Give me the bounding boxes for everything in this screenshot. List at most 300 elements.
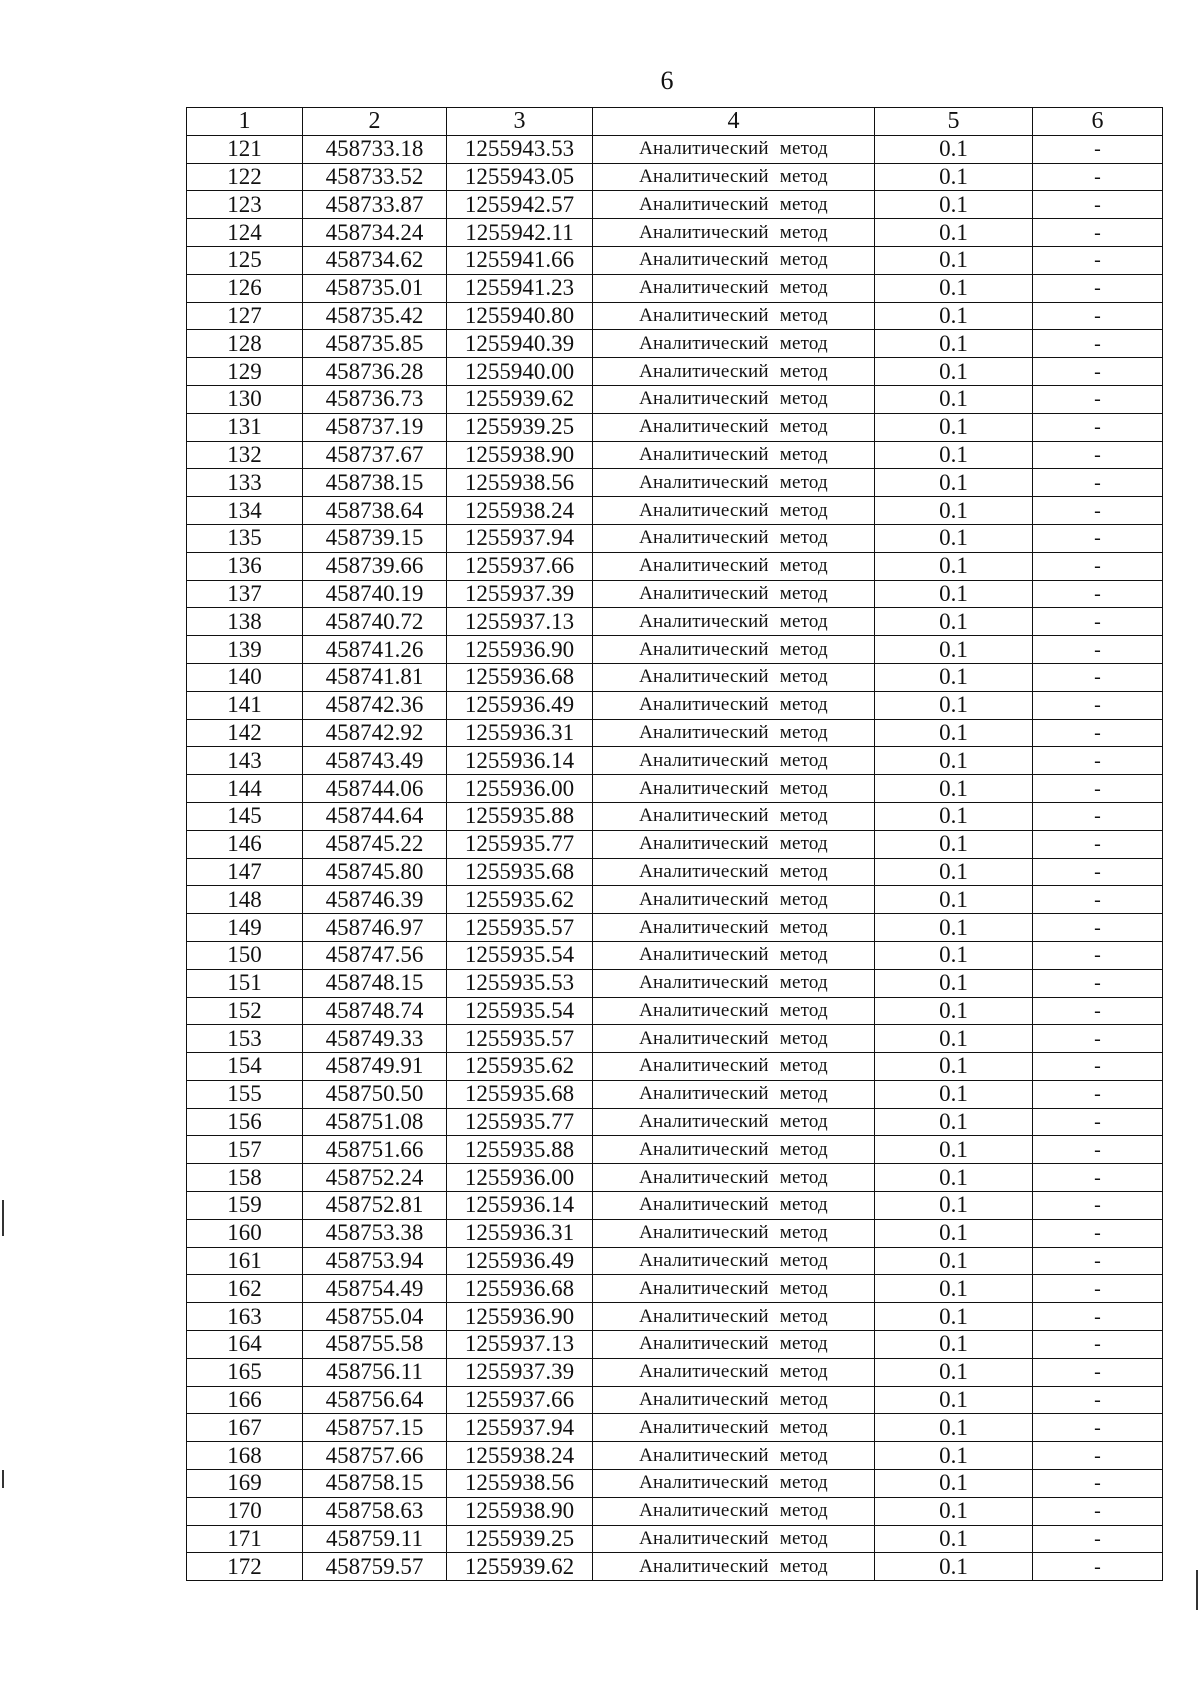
y-coordinate-cell: 1255938.56 xyxy=(447,469,593,497)
method-cell: Аналитический метод xyxy=(593,1358,875,1386)
note-cell: - xyxy=(1033,663,1163,691)
y-coordinate-cell: 1255935.88 xyxy=(447,1136,593,1164)
accuracy-cell: 0.1 xyxy=(875,1219,1033,1247)
y-coordinate-cell: 1255938.90 xyxy=(447,441,593,469)
note-cell: - xyxy=(1033,1553,1163,1581)
x-coordinate-cell: 458758.63 xyxy=(303,1497,447,1525)
y-coordinate-cell: 1255941.23 xyxy=(447,274,593,302)
x-coordinate-cell: 458739.15 xyxy=(303,524,447,552)
y-coordinate-cell: 1255937.39 xyxy=(447,1358,593,1386)
x-coordinate-cell: 458748.15 xyxy=(303,969,447,997)
x-coordinate-cell: 458734.24 xyxy=(303,219,447,247)
method-cell: Аналитический метод xyxy=(593,1275,875,1303)
note-cell: - xyxy=(1033,830,1163,858)
method-cell: Аналитический метод xyxy=(593,663,875,691)
point-number-cell: 143 xyxy=(187,747,303,775)
accuracy-cell: 0.1 xyxy=(875,441,1033,469)
table-row xyxy=(187,274,1163,302)
point-number-cell: 162 xyxy=(187,1275,303,1303)
method-cell: Аналитический метод xyxy=(593,969,875,997)
column-header-4: 4 xyxy=(593,108,875,136)
table-row xyxy=(187,1136,1163,1164)
table-row xyxy=(187,330,1163,358)
point-number-cell: 155 xyxy=(187,1080,303,1108)
y-coordinate-cell: 1255936.49 xyxy=(447,1247,593,1275)
accuracy-cell: 0.1 xyxy=(875,969,1033,997)
accuracy-cell: 0.1 xyxy=(875,997,1033,1025)
point-number-cell: 131 xyxy=(187,413,303,441)
note-cell: - xyxy=(1033,1331,1163,1359)
x-coordinate-cell: 458757.15 xyxy=(303,1414,447,1442)
note-cell: - xyxy=(1033,1470,1163,1498)
x-coordinate-cell: 458753.94 xyxy=(303,1247,447,1275)
method-cell: Аналитический метод xyxy=(593,747,875,775)
scan-artifact-left-lower xyxy=(2,1470,4,1488)
note-cell: - xyxy=(1033,802,1163,830)
note-cell: - xyxy=(1033,691,1163,719)
point-number-cell: 139 xyxy=(187,636,303,664)
x-coordinate-cell: 458745.80 xyxy=(303,858,447,886)
table-row xyxy=(187,1414,1163,1442)
note-cell: - xyxy=(1033,358,1163,386)
table-row xyxy=(187,385,1163,413)
header-row xyxy=(187,108,1163,136)
x-coordinate-cell: 458743.49 xyxy=(303,747,447,775)
point-number-cell: 146 xyxy=(187,830,303,858)
accuracy-cell: 0.1 xyxy=(875,1080,1033,1108)
x-coordinate-cell: 458747.56 xyxy=(303,941,447,969)
table-row xyxy=(187,747,1163,775)
y-coordinate-cell: 1255936.49 xyxy=(447,691,593,719)
y-coordinate-cell: 1255937.66 xyxy=(447,552,593,580)
accuracy-cell: 0.1 xyxy=(875,246,1033,274)
method-cell: Аналитический метод xyxy=(593,163,875,191)
accuracy-cell: 0.1 xyxy=(875,1442,1033,1470)
y-coordinate-cell: 1255936.14 xyxy=(447,747,593,775)
y-coordinate-cell: 1255940.80 xyxy=(447,302,593,330)
x-coordinate-cell: 458738.64 xyxy=(303,497,447,525)
point-number-cell: 171 xyxy=(187,1525,303,1553)
y-coordinate-cell: 1255936.31 xyxy=(447,719,593,747)
y-coordinate-cell: 1255938.56 xyxy=(447,1470,593,1498)
table-row xyxy=(187,1275,1163,1303)
x-coordinate-cell: 458740.72 xyxy=(303,608,447,636)
note-cell: - xyxy=(1033,1025,1163,1053)
note-cell: - xyxy=(1033,1525,1163,1553)
note-cell: - xyxy=(1033,497,1163,525)
point-number-cell: 138 xyxy=(187,608,303,636)
x-coordinate-cell: 458753.38 xyxy=(303,1219,447,1247)
point-number-cell: 165 xyxy=(187,1358,303,1386)
note-cell: - xyxy=(1033,552,1163,580)
method-cell: Аналитический метод xyxy=(593,1497,875,1525)
accuracy-cell: 0.1 xyxy=(875,1497,1033,1525)
y-coordinate-cell: 1255943.05 xyxy=(447,163,593,191)
x-coordinate-cell: 458752.81 xyxy=(303,1192,447,1220)
table-row xyxy=(187,636,1163,664)
table-row xyxy=(187,1025,1163,1053)
table-row xyxy=(187,858,1163,886)
method-cell: Аналитический метод xyxy=(593,802,875,830)
point-number-cell: 137 xyxy=(187,580,303,608)
point-number-cell: 153 xyxy=(187,1025,303,1053)
table-row xyxy=(187,1080,1163,1108)
y-coordinate-cell: 1255935.57 xyxy=(447,914,593,942)
table-row xyxy=(187,1386,1163,1414)
y-coordinate-cell: 1255935.62 xyxy=(447,1053,593,1081)
table-row xyxy=(187,663,1163,691)
accuracy-cell: 0.1 xyxy=(875,1553,1033,1581)
y-coordinate-cell: 1255935.54 xyxy=(447,997,593,1025)
method-cell: Аналитический метод xyxy=(593,330,875,358)
method-cell: Аналитический метод xyxy=(593,580,875,608)
coordinates-table xyxy=(186,107,1163,1581)
table-row xyxy=(187,246,1163,274)
method-cell: Аналитический метод xyxy=(593,636,875,664)
scan-artifact-right xyxy=(1196,1570,1198,1610)
x-coordinate-cell: 458737.19 xyxy=(303,413,447,441)
accuracy-cell: 0.1 xyxy=(875,636,1033,664)
method-cell: Аналитический метод xyxy=(593,552,875,580)
accuracy-cell: 0.1 xyxy=(875,274,1033,302)
x-coordinate-cell: 458733.87 xyxy=(303,191,447,219)
x-coordinate-cell: 458742.36 xyxy=(303,691,447,719)
note-cell: - xyxy=(1033,191,1163,219)
x-coordinate-cell: 458746.97 xyxy=(303,914,447,942)
y-coordinate-cell: 1255935.77 xyxy=(447,1108,593,1136)
note-cell: - xyxy=(1033,1164,1163,1192)
accuracy-cell: 0.1 xyxy=(875,1358,1033,1386)
x-coordinate-cell: 458744.06 xyxy=(303,775,447,803)
point-number-cell: 130 xyxy=(187,385,303,413)
x-coordinate-cell: 458735.42 xyxy=(303,302,447,330)
table-row xyxy=(187,1247,1163,1275)
x-coordinate-cell: 458740.19 xyxy=(303,580,447,608)
x-coordinate-cell: 458757.66 xyxy=(303,1442,447,1470)
y-coordinate-cell: 1255936.00 xyxy=(447,775,593,803)
method-cell: Аналитический метод xyxy=(593,858,875,886)
point-number-cell: 167 xyxy=(187,1414,303,1442)
point-number-cell: 154 xyxy=(187,1053,303,1081)
accuracy-cell: 0.1 xyxy=(875,941,1033,969)
point-number-cell: 142 xyxy=(187,719,303,747)
y-coordinate-cell: 1255936.00 xyxy=(447,1164,593,1192)
note-cell: - xyxy=(1033,135,1163,163)
x-coordinate-cell: 458754.49 xyxy=(303,1275,447,1303)
point-number-cell: 125 xyxy=(187,246,303,274)
method-cell: Аналитический метод xyxy=(593,1553,875,1581)
method-cell: Аналитический метод xyxy=(593,1025,875,1053)
method-cell: Аналитический метод xyxy=(593,1164,875,1192)
accuracy-cell: 0.1 xyxy=(875,608,1033,636)
table-row xyxy=(187,441,1163,469)
y-coordinate-cell: 1255935.53 xyxy=(447,969,593,997)
point-number-cell: 164 xyxy=(187,1331,303,1359)
table-row xyxy=(187,1303,1163,1331)
table-row xyxy=(187,219,1163,247)
note-cell: - xyxy=(1033,385,1163,413)
note-cell: - xyxy=(1033,941,1163,969)
point-number-cell: 159 xyxy=(187,1192,303,1220)
y-coordinate-cell: 1255940.39 xyxy=(447,330,593,358)
note-cell: - xyxy=(1033,1303,1163,1331)
note-cell: - xyxy=(1033,1497,1163,1525)
point-number-cell: 141 xyxy=(187,691,303,719)
x-coordinate-cell: 458737.67 xyxy=(303,441,447,469)
point-number-cell: 123 xyxy=(187,191,303,219)
y-coordinate-cell: 1255935.88 xyxy=(447,802,593,830)
table-row xyxy=(187,497,1163,525)
point-number-cell: 152 xyxy=(187,997,303,1025)
x-coordinate-cell: 458733.18 xyxy=(303,135,447,163)
x-coordinate-cell: 458755.58 xyxy=(303,1331,447,1359)
x-coordinate-cell: 458738.15 xyxy=(303,469,447,497)
y-coordinate-cell: 1255938.90 xyxy=(447,1497,593,1525)
accuracy-cell: 0.1 xyxy=(875,747,1033,775)
table-row xyxy=(187,1553,1163,1581)
note-cell: - xyxy=(1033,608,1163,636)
method-cell: Аналитический метод xyxy=(593,914,875,942)
table-row xyxy=(187,552,1163,580)
note-cell: - xyxy=(1033,1414,1163,1442)
table-row xyxy=(187,1358,1163,1386)
table-row xyxy=(187,941,1163,969)
method-cell: Аналитический метод xyxy=(593,135,875,163)
y-coordinate-cell: 1255937.94 xyxy=(447,1414,593,1442)
table-row xyxy=(187,1442,1163,1470)
method-cell: Аналитический метод xyxy=(593,1414,875,1442)
table-row xyxy=(187,1164,1163,1192)
note-cell: - xyxy=(1033,330,1163,358)
accuracy-cell: 0.1 xyxy=(875,1192,1033,1220)
x-coordinate-cell: 458736.28 xyxy=(303,358,447,386)
y-coordinate-cell: 1255941.66 xyxy=(447,246,593,274)
table-row xyxy=(187,1219,1163,1247)
column-header-1: 1 xyxy=(187,108,303,136)
accuracy-cell: 0.1 xyxy=(875,1414,1033,1442)
table-header xyxy=(187,108,1163,136)
note-cell: - xyxy=(1033,858,1163,886)
note-cell: - xyxy=(1033,969,1163,997)
method-cell: Аналитический метод xyxy=(593,413,875,441)
point-number-cell: 135 xyxy=(187,524,303,552)
note-cell: - xyxy=(1033,1358,1163,1386)
y-coordinate-cell: 1255938.24 xyxy=(447,497,593,525)
y-coordinate-cell: 1255939.62 xyxy=(447,1553,593,1581)
column-header-6: 6 xyxy=(1033,108,1163,136)
accuracy-cell: 0.1 xyxy=(875,886,1033,914)
accuracy-cell: 0.1 xyxy=(875,802,1033,830)
y-coordinate-cell: 1255939.62 xyxy=(447,385,593,413)
y-coordinate-cell: 1255937.13 xyxy=(447,1331,593,1359)
point-number-cell: 129 xyxy=(187,358,303,386)
table-row xyxy=(187,830,1163,858)
accuracy-cell: 0.1 xyxy=(875,580,1033,608)
x-coordinate-cell: 458751.08 xyxy=(303,1108,447,1136)
note-cell: - xyxy=(1033,1108,1163,1136)
x-coordinate-cell: 458735.01 xyxy=(303,274,447,302)
accuracy-cell: 0.1 xyxy=(875,1053,1033,1081)
table-row xyxy=(187,1470,1163,1498)
note-cell: - xyxy=(1033,775,1163,803)
y-coordinate-cell: 1255935.68 xyxy=(447,1080,593,1108)
y-coordinate-cell: 1255937.94 xyxy=(447,524,593,552)
point-number-cell: 132 xyxy=(187,441,303,469)
y-coordinate-cell: 1255942.11 xyxy=(447,219,593,247)
point-number-cell: 122 xyxy=(187,163,303,191)
point-number-cell: 149 xyxy=(187,914,303,942)
table-row xyxy=(187,302,1163,330)
column-header-2: 2 xyxy=(303,108,447,136)
accuracy-cell: 0.1 xyxy=(875,497,1033,525)
table-row xyxy=(187,719,1163,747)
accuracy-cell: 0.1 xyxy=(875,914,1033,942)
point-number-cell: 136 xyxy=(187,552,303,580)
point-number-cell: 140 xyxy=(187,663,303,691)
method-cell: Аналитический метод xyxy=(593,1303,875,1331)
table-row xyxy=(187,691,1163,719)
accuracy-cell: 0.1 xyxy=(875,1331,1033,1359)
y-coordinate-cell: 1255935.62 xyxy=(447,886,593,914)
y-coordinate-cell: 1255936.68 xyxy=(447,663,593,691)
page-number: 6 xyxy=(660,66,674,95)
x-coordinate-cell: 458745.22 xyxy=(303,830,447,858)
accuracy-cell: 0.1 xyxy=(875,1386,1033,1414)
accuracy-cell: 0.1 xyxy=(875,358,1033,386)
table-row xyxy=(187,191,1163,219)
y-coordinate-cell: 1255936.14 xyxy=(447,1192,593,1220)
x-coordinate-cell: 458734.62 xyxy=(303,246,447,274)
table-row xyxy=(187,1053,1163,1081)
method-cell: Аналитический метод xyxy=(593,1442,875,1470)
y-coordinate-cell: 1255935.77 xyxy=(447,830,593,858)
note-cell: - xyxy=(1033,580,1163,608)
note-cell: - xyxy=(1033,246,1163,274)
accuracy-cell: 0.1 xyxy=(875,1025,1033,1053)
method-cell: Аналитический метод xyxy=(593,219,875,247)
method-cell: Аналитический метод xyxy=(593,469,875,497)
accuracy-cell: 0.1 xyxy=(875,163,1033,191)
y-coordinate-cell: 1255935.68 xyxy=(447,858,593,886)
point-number-cell: 151 xyxy=(187,969,303,997)
accuracy-cell: 0.1 xyxy=(875,302,1033,330)
method-cell: Аналитический метод xyxy=(593,691,875,719)
note-cell: - xyxy=(1033,441,1163,469)
accuracy-cell: 0.1 xyxy=(875,663,1033,691)
method-cell: Аналитический метод xyxy=(593,1247,875,1275)
note-cell: - xyxy=(1033,1275,1163,1303)
y-coordinate-cell: 1255935.57 xyxy=(447,1025,593,1053)
y-coordinate-cell: 1255938.24 xyxy=(447,1442,593,1470)
point-number-cell: 128 xyxy=(187,330,303,358)
note-cell: - xyxy=(1033,1386,1163,1414)
method-cell: Аналитический метод xyxy=(593,246,875,274)
point-number-cell: 126 xyxy=(187,274,303,302)
column-header-5: 5 xyxy=(875,108,1033,136)
method-cell: Аналитический метод xyxy=(593,1525,875,1553)
method-cell: Аналитический метод xyxy=(593,997,875,1025)
method-cell: Аналитический метод xyxy=(593,1080,875,1108)
point-number-cell: 134 xyxy=(187,497,303,525)
x-coordinate-cell: 458749.33 xyxy=(303,1025,447,1053)
y-coordinate-cell: 1255936.90 xyxy=(447,1303,593,1331)
method-cell: Аналитический метод xyxy=(593,302,875,330)
point-number-cell: 145 xyxy=(187,802,303,830)
note-cell: - xyxy=(1033,914,1163,942)
point-number-cell: 168 xyxy=(187,1442,303,1470)
x-coordinate-cell: 458744.64 xyxy=(303,802,447,830)
x-coordinate-cell: 458739.66 xyxy=(303,552,447,580)
note-cell: - xyxy=(1033,302,1163,330)
y-coordinate-cell: 1255937.66 xyxy=(447,1386,593,1414)
y-coordinate-cell: 1255940.00 xyxy=(447,358,593,386)
method-cell: Аналитический метод xyxy=(593,1470,875,1498)
table-row xyxy=(187,1108,1163,1136)
note-cell: - xyxy=(1033,219,1163,247)
x-coordinate-cell: 458751.66 xyxy=(303,1136,447,1164)
method-cell: Аналитический метод xyxy=(593,1053,875,1081)
method-cell: Аналитический метод xyxy=(593,274,875,302)
accuracy-cell: 0.1 xyxy=(875,135,1033,163)
point-number-cell: 156 xyxy=(187,1108,303,1136)
x-coordinate-cell: 458759.57 xyxy=(303,1553,447,1581)
method-cell: Аналитический метод xyxy=(593,775,875,803)
point-number-cell: 166 xyxy=(187,1386,303,1414)
point-number-cell: 163 xyxy=(187,1303,303,1331)
table-row xyxy=(187,413,1163,441)
method-cell: Аналитический метод xyxy=(593,497,875,525)
accuracy-cell: 0.1 xyxy=(875,719,1033,747)
point-number-cell: 172 xyxy=(187,1553,303,1581)
x-coordinate-cell: 458752.24 xyxy=(303,1164,447,1192)
accuracy-cell: 0.1 xyxy=(875,1247,1033,1275)
point-number-cell: 127 xyxy=(187,302,303,330)
accuracy-cell: 0.1 xyxy=(875,1275,1033,1303)
y-coordinate-cell: 1255937.13 xyxy=(447,608,593,636)
table-row xyxy=(187,1331,1163,1359)
table-row xyxy=(187,1192,1163,1220)
method-cell: Аналитический метод xyxy=(593,941,875,969)
note-cell: - xyxy=(1033,1219,1163,1247)
accuracy-cell: 0.1 xyxy=(875,1108,1033,1136)
accuracy-cell: 0.1 xyxy=(875,413,1033,441)
method-cell: Аналитический метод xyxy=(593,1136,875,1164)
point-number-cell: 121 xyxy=(187,135,303,163)
method-cell: Аналитический метод xyxy=(593,385,875,413)
x-coordinate-cell: 458749.91 xyxy=(303,1053,447,1081)
table-row xyxy=(187,914,1163,942)
accuracy-cell: 0.1 xyxy=(875,1136,1033,1164)
x-coordinate-cell: 458759.11 xyxy=(303,1525,447,1553)
accuracy-cell: 0.1 xyxy=(875,469,1033,497)
note-cell: - xyxy=(1033,163,1163,191)
method-cell: Аналитический метод xyxy=(593,191,875,219)
method-cell: Аналитический метод xyxy=(593,1192,875,1220)
table-row xyxy=(187,608,1163,636)
note-cell: - xyxy=(1033,747,1163,775)
method-cell: Аналитический метод xyxy=(593,358,875,386)
note-cell: - xyxy=(1033,1192,1163,1220)
point-number-cell: 169 xyxy=(187,1470,303,1498)
point-number-cell: 124 xyxy=(187,219,303,247)
point-number-cell: 157 xyxy=(187,1136,303,1164)
accuracy-cell: 0.1 xyxy=(875,858,1033,886)
accuracy-cell: 0.1 xyxy=(875,1303,1033,1331)
column-header-3: 3 xyxy=(447,108,593,136)
note-cell: - xyxy=(1033,1053,1163,1081)
note-cell: - xyxy=(1033,1136,1163,1164)
point-number-cell: 148 xyxy=(187,886,303,914)
